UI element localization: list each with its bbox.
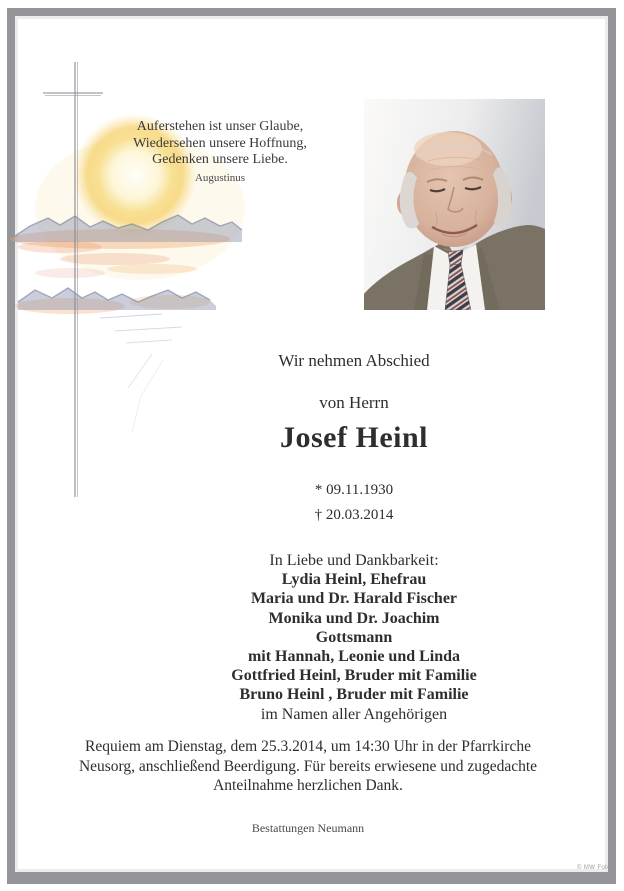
family-member: Bruno Heinl , Bruder mit Familie <box>239 686 469 704</box>
death-date: † 20.03.2014 <box>314 507 394 523</box>
family-member: Maria und Dr. Harald Fischer <box>250 590 458 608</box>
birth-date: * 09.11.1930 <box>314 482 394 498</box>
tie-knot <box>448 250 463 265</box>
portrait-photo-elderly-man <box>364 99 545 310</box>
funeral-home-name: Bestattungen Neumann <box>251 821 365 835</box>
copyright-watermark: © MW Foto <box>576 865 611 871</box>
haze-streak-2 <box>107 264 197 274</box>
family-member: Lydia Heinl, Ehefrau <box>281 571 427 589</box>
quote-line: Wiedersehen unsere Hoffnung, <box>133 135 307 151</box>
family-member: Gottfried Heinl, Bruder mit Familie <box>231 667 477 685</box>
notice-line: Requiem am Dienstag, dem 25.3.2014, um 14:30 Uhr in der Pfarrkirche <box>85 738 531 755</box>
quote-attribution: Augustinus <box>194 171 246 184</box>
notice-line: Neusorg, anschließend Beerdigung. Für bereits erwiesene und zugedachte <box>78 757 538 775</box>
family-member: mit Hannah, Leonie und Linda <box>247 648 461 666</box>
notice-line: Anteilnahme herzlichen Dank. <box>213 777 403 794</box>
farewell-line-2: von Herrn <box>319 393 389 412</box>
family-intro: In Liebe und Dankbarkeit: <box>269 552 439 569</box>
family-member: Monika und Dr. Joachim <box>268 609 440 627</box>
farewell-line-1: Wir nehmen Abschied <box>278 351 430 370</box>
portrait-photo <box>364 99 545 310</box>
quote-line: Auferstehen ist unser Glaube, <box>136 119 304 134</box>
memorial-quote <box>90 119 350 186</box>
reflection-stroke-2 <box>115 327 182 331</box>
orange-wash-left <box>18 241 102 253</box>
family-block <box>132 551 576 724</box>
requiem-notice <box>30 737 586 796</box>
deceased-name: Josef Heinl <box>280 421 428 454</box>
haze-streak-1 <box>60 253 170 265</box>
family-member: Gottsmann <box>315 628 393 646</box>
family-outro: im Namen aller Angehörigen <box>260 705 448 723</box>
bald-crown-highlight <box>414 132 482 166</box>
haze-streak-3 <box>35 268 105 278</box>
mountain-ridge-lower <box>18 288 216 310</box>
reflection-stroke-3 <box>126 340 172 343</box>
reflection-stroke-1 <box>100 314 162 318</box>
quote-line: Gedenken unsere Liebe. <box>152 152 288 167</box>
